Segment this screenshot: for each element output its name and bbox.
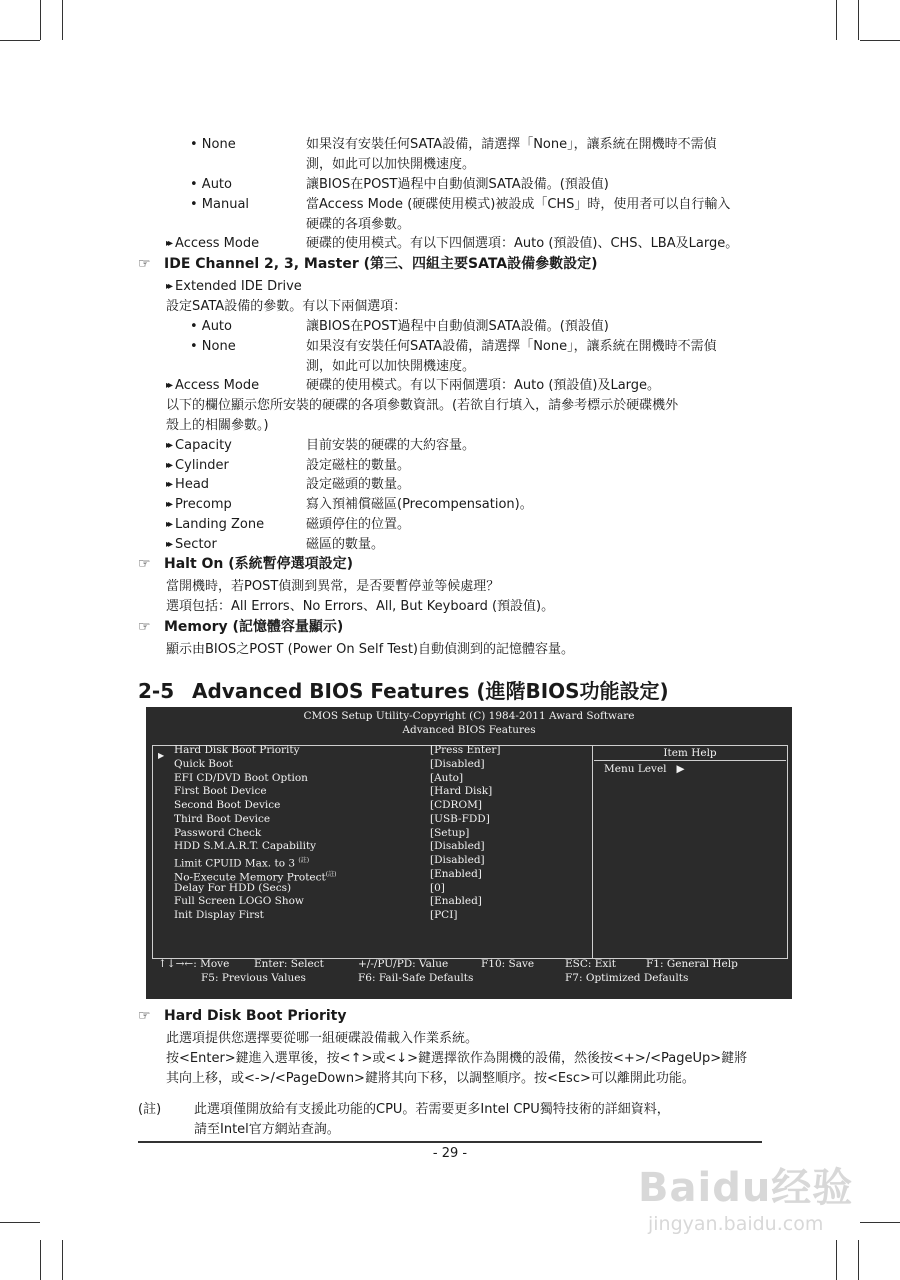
bios-value[interactable]: [Enabled] [430, 868, 482, 880]
option-desc: 讓BIOS在POST過程中自動偵測SATA設備。(預設值) [306, 319, 609, 334]
option-label: • Auto [190, 177, 232, 192]
crop-mark [0, 1222, 40, 1223]
option-label: • None [190, 339, 236, 354]
footer-enter: Enter: Select [254, 958, 324, 970]
bios-item[interactable]: No-Execute Memory Protect$^{(註)}$ [174, 871, 337, 884]
section-heading: ☞ Halt On (系統暫停選項設定) [138, 553, 353, 575]
param-row [0, 475, 900, 495]
paragraph: 此選項提供您選擇要從哪一組硬碟設備載入作業系統。 [166, 1031, 479, 1046]
param-desc: 磁頭停住的位置。 [306, 517, 411, 532]
bios-value[interactable]: [Disabled] [430, 854, 485, 866]
bios-item[interactable]: Limit CPUID Max. to 3 $^{(註)}$ [174, 857, 310, 870]
bios-item[interactable]: HDD S.M.A.R.T. Capability [174, 840, 317, 852]
bios-value[interactable]: [Press Enter] [430, 744, 501, 756]
option-row [0, 195, 900, 215]
setting-desc: 硬碟的使用模式。有以下兩個選項：Auto (預設值)及Large。 [306, 378, 661, 393]
option-row [0, 357, 900, 377]
bios-item[interactable]: Second Boot Device [174, 799, 281, 811]
setting-row [0, 234, 900, 254]
option-label: • None [190, 137, 236, 152]
crop-mark [62, 0, 63, 40]
crop-mark [836, 0, 837, 40]
bios-value[interactable]: [PCI] [430, 909, 458, 921]
setting-label: ▸▸ Access Mode [166, 376, 259, 397]
note-mark: (註) [325, 871, 337, 878]
option-row [0, 337, 900, 357]
option-desc: 當Access Mode (硬碟使用模式)被設成「CHS」時，使用者可以自行輸入 [306, 197, 731, 212]
option-desc: 如果沒有安裝任何SATA設備，請選擇「None」，讓系統在開機時不需偵 [306, 339, 717, 354]
param-label: ▸▸ Head [166, 475, 209, 496]
chapter-number: 2-5 [138, 679, 175, 703]
option-desc: 硬碟的各項參數。 [306, 217, 411, 232]
setting-desc: 硬碟的使用模式。有以下四個選項：Auto (預設值)、CHS、LBA及Large。 [306, 236, 739, 251]
paragraph: 設定SATA設備的參數。有以下兩個選項： [166, 299, 407, 314]
setting-row [0, 277, 900, 297]
footer-move: ↑↓→←: Move [158, 958, 230, 970]
bios-item[interactable]: EFI CD/DVD Boot Option [174, 772, 308, 784]
footnote-text: 請至Intel官方網站查詢。 [194, 1122, 340, 1137]
param-desc: 設定磁頭的數量。 [306, 477, 411, 492]
section-heading: ☞ Memory (記憶體容量顯示) [138, 616, 343, 638]
bios-value[interactable]: [Setup] [430, 827, 470, 839]
bios-menu-level: Menu Level ▶ [604, 763, 685, 775]
bios-title: CMOS Setup Utility-Copyright (C) 1984-2011 Award Software [303, 710, 635, 722]
param-desc: 寫入預補償磁區(Precompensation)。 [306, 497, 533, 512]
footer-save: F10: Save [481, 958, 535, 970]
crop-mark [40, 0, 41, 40]
bios-value[interactable]: [Auto] [430, 772, 464, 784]
bios-value[interactable]: [USB-FDD] [430, 813, 490, 825]
param-label: ▸▸ Landing Zone [166, 515, 264, 536]
bios-value[interactable]: [Enabled] [430, 895, 482, 907]
option-row [0, 175, 900, 195]
option-desc: 測，如此可以加快開機速度。 [306, 359, 476, 374]
bios-value[interactable]: [CDROM] [430, 799, 482, 811]
bios-value[interactable]: [Disabled] [430, 840, 485, 852]
footer-exit: ESC: Exit [565, 958, 616, 970]
page-number: - 29 - [432, 1146, 468, 1161]
crop-mark [836, 1240, 837, 1280]
bios-value[interactable]: [Hard Disk] [430, 785, 493, 797]
paragraph: 殼上的相關參數。) [166, 418, 269, 433]
note-mark: (註) [298, 857, 310, 864]
bios-subtitle: Advanced BIOS Features [402, 724, 536, 736]
param-row [0, 515, 900, 535]
paragraph: 其向上移，或<->/<PageDown>鍵將其向下移，以調整順序。按<Esc>可以離開此功能。 [166, 1071, 695, 1086]
setting-row [0, 376, 900, 396]
param-row [0, 456, 900, 476]
param-label: ▸▸ Precomp [166, 495, 232, 516]
paragraph: 選項包括：All Errors、No Errors、All, But Keyboard (預設值)。 [166, 599, 555, 614]
watermark-logo: Baidu经验 [638, 1165, 854, 1211]
option-row [0, 215, 900, 235]
paragraph: 顯示由BIOS之POST (Power On Self Test)自動偵測到的記憶體容量。 [166, 642, 574, 657]
param-label: ▸▸ Cylinder [166, 456, 229, 477]
option-row [0, 317, 900, 337]
bios-item[interactable]: Quick Boot [174, 758, 233, 770]
bios-value[interactable]: [Disabled] [430, 758, 485, 770]
crop-mark [860, 40, 900, 41]
bios-item[interactable]: First Boot Device [174, 785, 267, 797]
bios-help-title: Item Help [594, 746, 786, 761]
bios-item[interactable]: Init Display First [174, 909, 264, 921]
footer-failsafe: F6: Fail-Safe Defaults [358, 972, 474, 984]
chapter-heading [138, 676, 669, 706]
param-desc: 磁區的數量。 [306, 537, 385, 552]
crop-mark [0, 40, 40, 41]
submenu-triangle-icon: ▶ [158, 751, 165, 760]
option-label: • Auto [190, 319, 232, 334]
triangle-right-icon: ▶ [676, 763, 685, 775]
pointing-hand-icon: ☞ [138, 619, 151, 635]
option-desc: 如果沒有安裝任何SATA設備，請選擇「None」，讓系統在開機時不需偵 [306, 137, 717, 152]
param-label: ▸▸ Capacity [166, 436, 232, 457]
footer-rule [138, 1141, 762, 1143]
chapter-title: Advanced BIOS Features (進階BIOS功能設定) [192, 679, 669, 703]
option-desc: 讓BIOS在POST過程中自動偵測SATA設備。(預設值) [306, 177, 609, 192]
param-desc: 設定磁柱的數量。 [306, 458, 411, 473]
footnote-text: 此選項僅開放給有支援此功能的CPU。若需要更多Intel CPU獨特技術的詳細資料， [194, 1102, 670, 1117]
paragraph: 按<Enter>鍵進入選單後，按<↑>或<↓>鍵選擇欲作為開機的設備，然後按<+>/<PageUp>鍵將 [166, 1051, 748, 1066]
option-label: • Manual [190, 197, 250, 212]
footnote-mark: (註) [138, 1102, 162, 1117]
bios-screen [146, 707, 792, 999]
param-label: ▸▸ Sector [166, 535, 217, 556]
paragraph: 以下的欄位顯示您所安裝的硬碟的各項參數資訊。(若欲自行填入，請參考標示於硬碟機外 [166, 398, 679, 413]
option-row [0, 135, 900, 155]
section-heading: ☞ Hard Disk Boot Priority [138, 1005, 346, 1027]
pointing-hand-icon: ☞ [138, 256, 151, 272]
footer-help: F1: General Help [646, 958, 738, 970]
bios-item[interactable]: Third Boot Device [174, 813, 271, 825]
setting-label: ▸▸ Access Mode [166, 234, 259, 255]
footer-value: +/-/PU/PD: Value [358, 958, 449, 970]
bios-item[interactable]: Hard Disk Boot Priority [174, 744, 300, 756]
bios-item[interactable]: Delay For HDD (Secs) [174, 882, 292, 894]
bios-divider [592, 745, 593, 958]
paragraph: 當開機時，若POST偵測到異常，是否要暫停並等候處理？ [166, 579, 500, 594]
watermark-url: jingyan.baidu.com [648, 1213, 824, 1235]
pointing-hand-icon: ☞ [138, 1008, 151, 1024]
setting-label: ▸▸ Extended IDE Drive [166, 277, 302, 298]
param-row [0, 436, 900, 456]
footer-prev: F5: Previous Values [201, 972, 306, 984]
bios-item[interactable]: Full Screen LOGO Show [174, 895, 304, 907]
crop-mark [858, 0, 859, 40]
section-heading: ☞ IDE Channel 2, 3, Master (第三、四組主要SATA設備參數設定) [138, 253, 598, 275]
param-row [0, 535, 900, 555]
watermark [624, 1160, 874, 1240]
pointing-hand-icon: ☞ [138, 556, 151, 572]
crop-mark [62, 1240, 63, 1280]
crop-mark [40, 1240, 41, 1280]
bios-value[interactable]: [0] [430, 882, 445, 894]
option-row [0, 155, 900, 175]
option-desc: 測，如此可以加快開機速度。 [306, 157, 476, 172]
param-desc: 目前安裝的硬碟的大約容量。 [306, 438, 476, 453]
param-row [0, 495, 900, 515]
footer-optimized: F7: Optimized Defaults [565, 972, 689, 984]
bios-item[interactable]: Password Check [174, 827, 262, 839]
crop-mark [858, 1240, 859, 1280]
